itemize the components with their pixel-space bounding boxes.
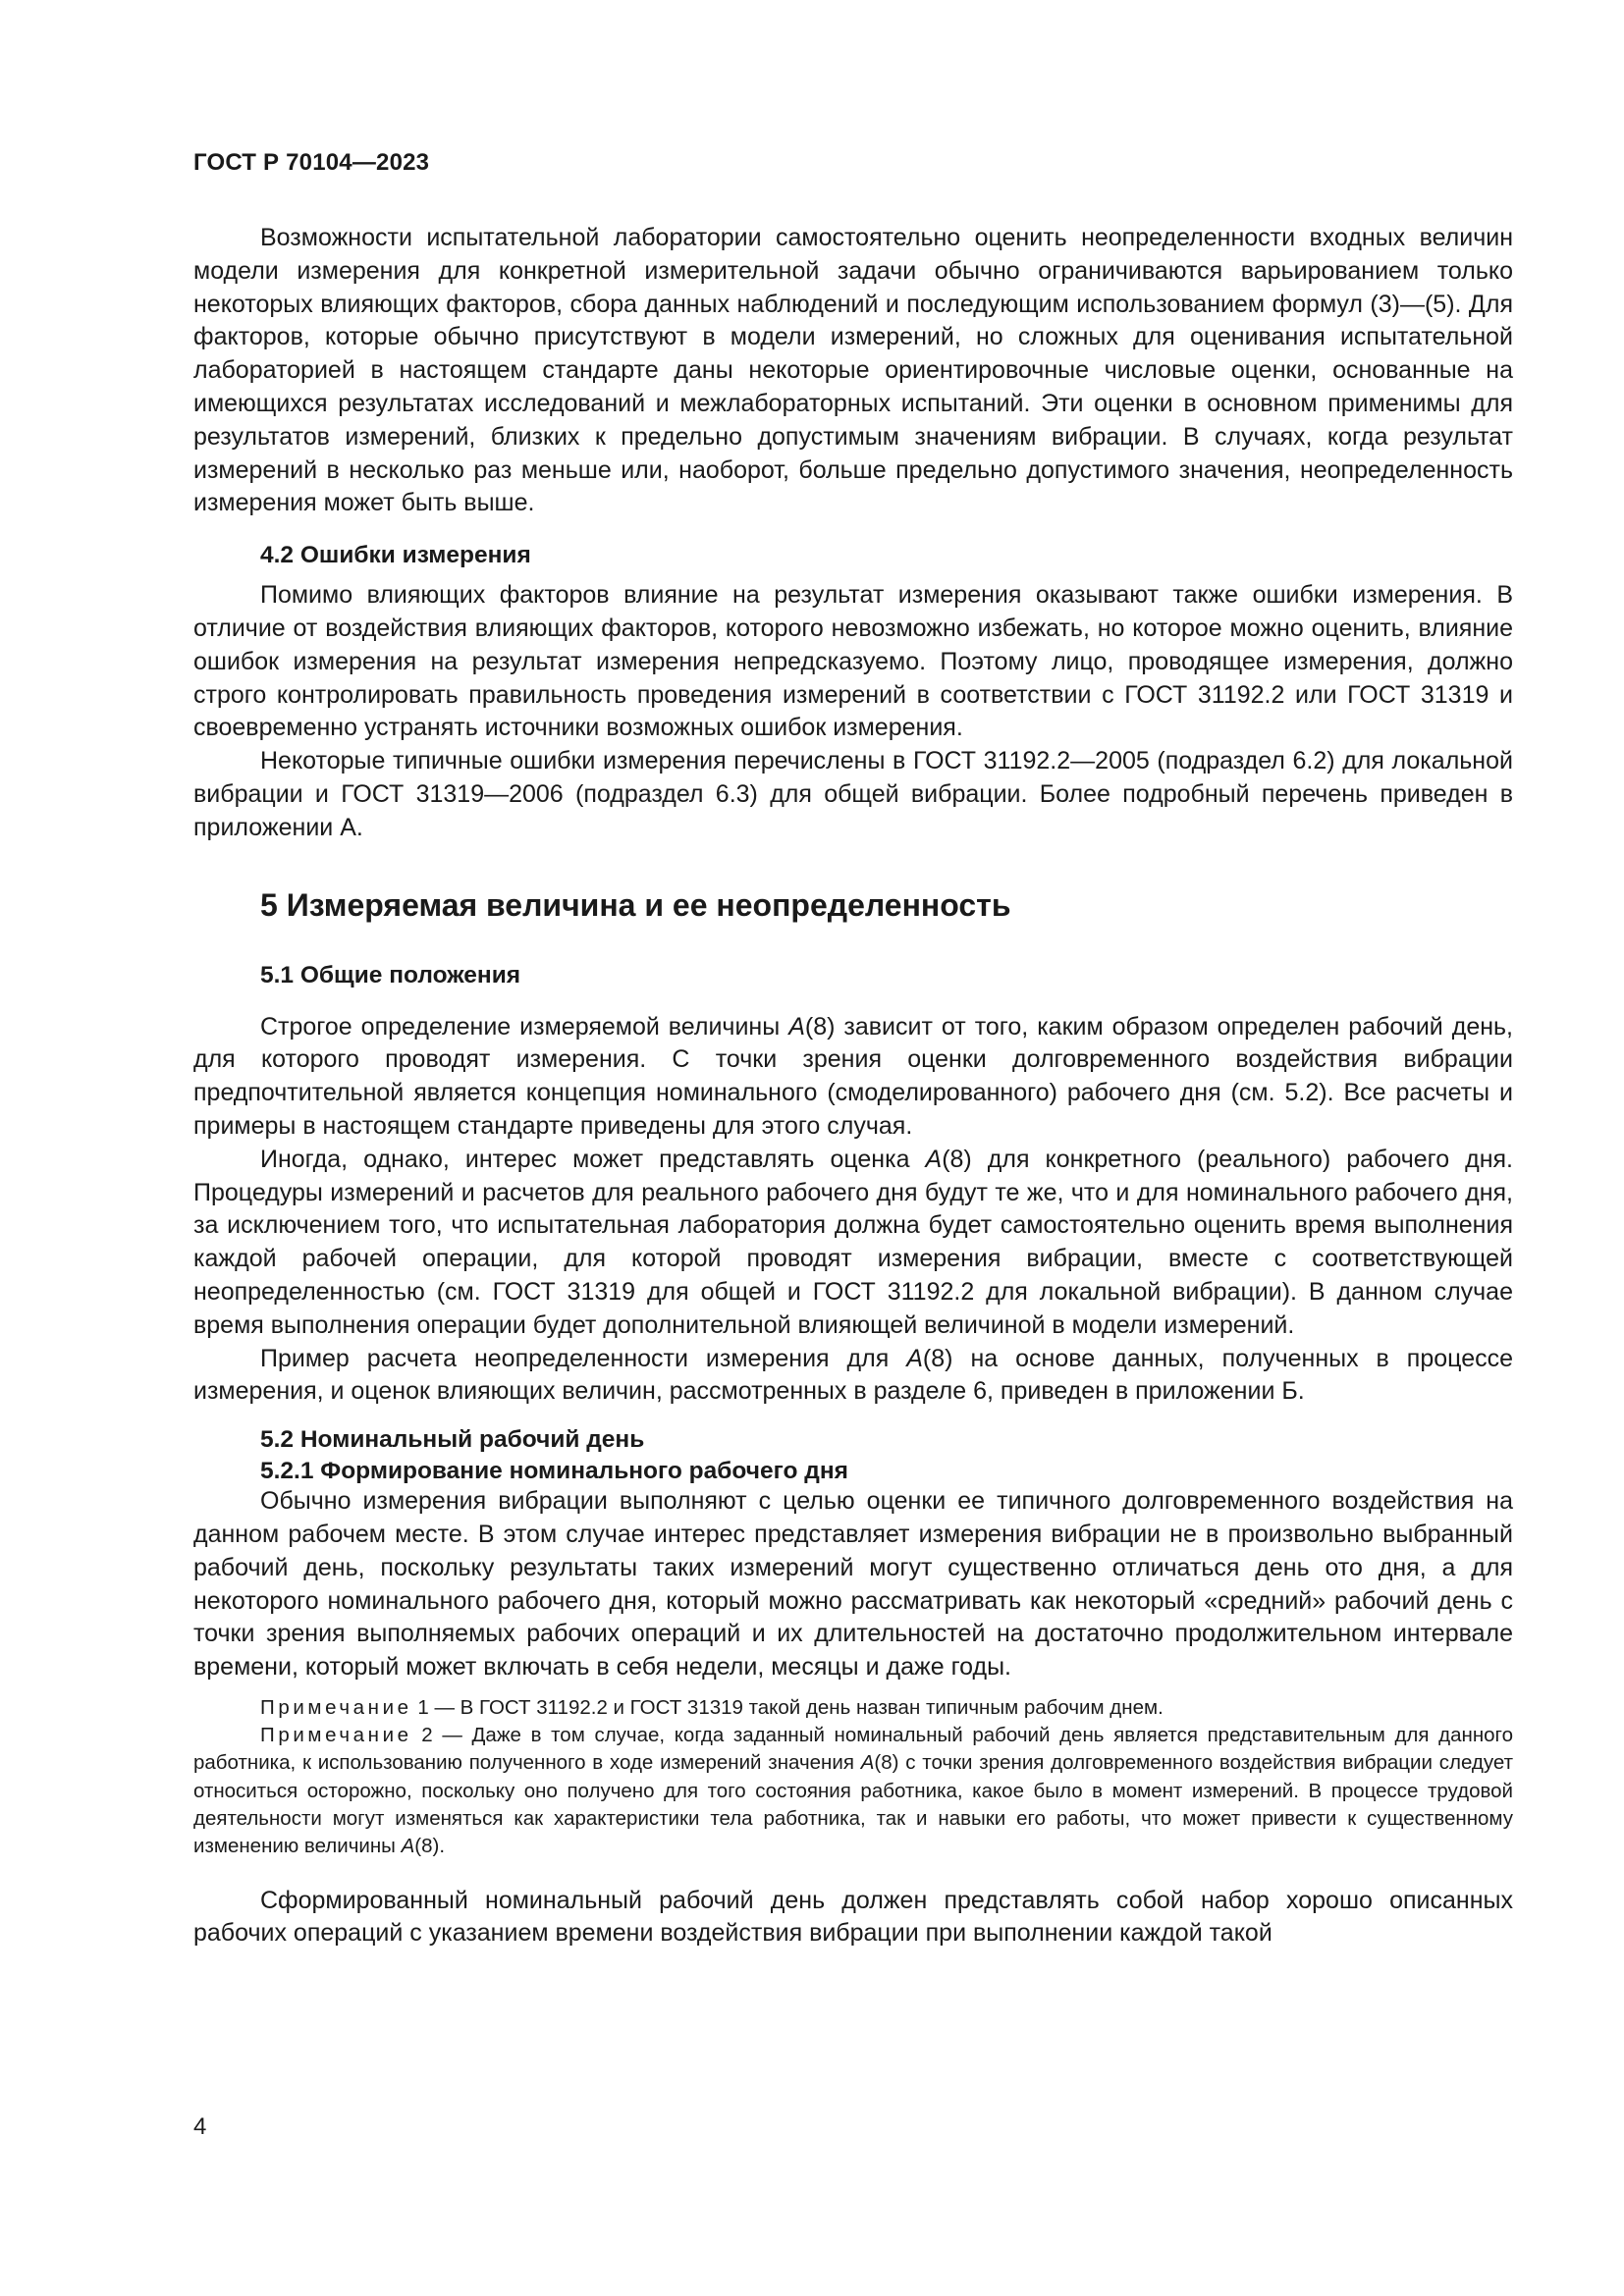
final-paragraph: Сформированный номинальный рабочий день должен представлять собой набор хорошо описанных рабочих операций с указанием времени воздействия вибрации при выполнении каждой такой xyxy=(193,1886,1513,1948)
section-5-2-heading: 5.2 Номинальный рабочий день xyxy=(260,1426,645,1454)
note-number: 2 xyxy=(411,1724,433,1747)
note-number: 1 xyxy=(411,1695,429,1719)
note-label: Примечание xyxy=(260,1695,412,1719)
note-label: Примечание xyxy=(260,1724,412,1747)
symbol-A: A xyxy=(906,1344,923,1372)
section-5-2-1-heading: 5.2.1 Формирование номинального рабочего дня xyxy=(260,1458,848,1485)
section-5-1-paragraph-1 xyxy=(193,1011,1513,1144)
note-2 xyxy=(193,1722,1513,1860)
symbol-A: A xyxy=(401,1835,415,1858)
document-header: ГОСТ Р 70104—2023 xyxy=(193,149,430,176)
section-4-2-paragraph-1: Помимо влияющих факторов влияние на результат измерения оказывают также ошибки измерения. В отличие от воздействия влияющих факторов, которого невозможно избежать, но которое можно оценить, влияние ошибок измерения на результат измерения непредсказуемо. Поэтому лицо, проводящее измерения, должно строго контролировать правильность проведения измерений в соответствии с ГОСТ 31192.2 или ГОСТ 31319 и своевременно устранять источники возможных ошибок измерения. xyxy=(193,581,1513,742)
symbol-A: A xyxy=(860,1751,875,1775)
text-run: (8) на основе данных, полученных в процессе измерения, и оценок влияющих величин, рассмотренных в разделе 6, приведен в приложении Б. xyxy=(193,1344,1514,1406)
text-run: (8) зависит от того, каким образом определен рабочий день, для которого проводят измерения. С точки зрения оценки долговременного воздействия вибрации предпочтительной является концепция номинального (смоделированного) рабочего дня (см. 5.2). Все расчеты и примеры в настоящем стандарте приведены для этого случая. xyxy=(193,1012,1513,1140)
section-5-2-1-paragraph: Обычно измерения вибрации выполняют с целью оценки ее типичного долговременного воздействия на данном рабочем месте. В этом случае интерес представляет измерения вибрации не в произвольно выбранный рабочий день, поскольку результаты таких измерений могут существенно отличаться день ото дня, а для некоторого номинального рабочего дня, который можно рассматривать как некоторый «средний» рабочий день с точки зрения выполняемых рабочих операций и их длительностей на достаточно продолжительном интервале времени, который может включать в себя недели, месяцы и даже годы. xyxy=(193,1487,1513,1682)
text-run: Иногда, однако, интерес может представлять оценка xyxy=(260,1145,926,1173)
intro-paragraph: Возможности испытательной лаборатории самостоятельно оценить неопределенности входных величин модели измерения для конкретной измерительной задачи обычно ограничиваются варьированием только некоторых влияющих факторов, сбора данных наблюдений и последующим использованием формул (3)—(5). Для факторов, которые обычно присутствуют в модели измерений, но сложных для оценивания испытательной лабораторией в настоящем стандарте даны некоторые ориентировочные числовые оценки, основанные на имеющихся результатах исследований и межлабораторных испытаний. Эти оценки в основном применимы для результатов измерений, близких к предельно допустимым значениям вибрации. В случаях, когда результат измерений в несколько раз меньше или, наоборот, больше предельно допустимого значения, неопределенность измерения может быть выше. xyxy=(193,224,1513,517)
page-number: 4 xyxy=(193,2113,207,2140)
note-text: (8). xyxy=(414,1835,446,1858)
note-text: — Даже в том случае, когда заданный номинальный рабочий день является представительным для данного работника, к использованию полученного в ходе измерений значения xyxy=(193,1724,1513,1775)
note-text: (8) с точки зрения долговременного воздействия вибрации следует относиться осторожно, поскольку оно получено для того состояния работника, какое было в момент измерений. В процессе трудовой деятельности могут изменяться как характеристики тела работника, так и навыки его работы, что может привести к существенному изменению величины xyxy=(193,1751,1513,1858)
section-4-2-heading: 4.2 Ошибки измерения xyxy=(260,542,531,569)
note-text: — В ГОСТ 31192.2 и ГОСТ 31319 такой день назван типичным рабочим днем. xyxy=(428,1695,1164,1719)
note-1 xyxy=(193,1694,1513,1722)
text-run: Строгое определение измеряемой величины xyxy=(260,1012,789,1041)
symbol-A: A xyxy=(925,1145,943,1173)
section-5-1-paragraph-3 xyxy=(193,1343,1513,1410)
text-run: Пример расчета неопределенности измерения для xyxy=(260,1344,907,1372)
section-5-heading: 5 Измеряемая величина и ее неопределенность xyxy=(260,886,1011,923)
text-run: (8) для конкретного (реального) рабочего дня. Процедуры измерений и расчетов для реального рабочего дня будут те же, что и для номинального рабочего дня, за исключением того, что испытательная лаборатория должна будет самостоятельно оценить время выполнения каждой рабочей операции, для которой проводят измерения вибрации, вместе с соответствующей неопределенностью (см. ГОСТ 31319 для общей и ГОСТ 31192.2 для локальной вибрации). В данном случае время выполнения операции будет дополнительной влияющей величиной в модели измерений. xyxy=(193,1145,1513,1339)
section-5-1-heading: 5.1 Общие положения xyxy=(260,961,521,988)
section-4-2-paragraph-2: Некоторые типичные ошибки измерения перечислены в ГОСТ 31192.2—2005 (подраздел 6.2) для локальной вибрации и ГОСТ 31319—2006 (подраздел 6.3) для общей вибрации. Более подробный перечень приведен в приложении А. xyxy=(193,747,1513,841)
symbol-A: A xyxy=(788,1012,805,1041)
section-5-1-paragraph-2 xyxy=(193,1144,1513,1343)
document-body xyxy=(193,222,1513,1950)
